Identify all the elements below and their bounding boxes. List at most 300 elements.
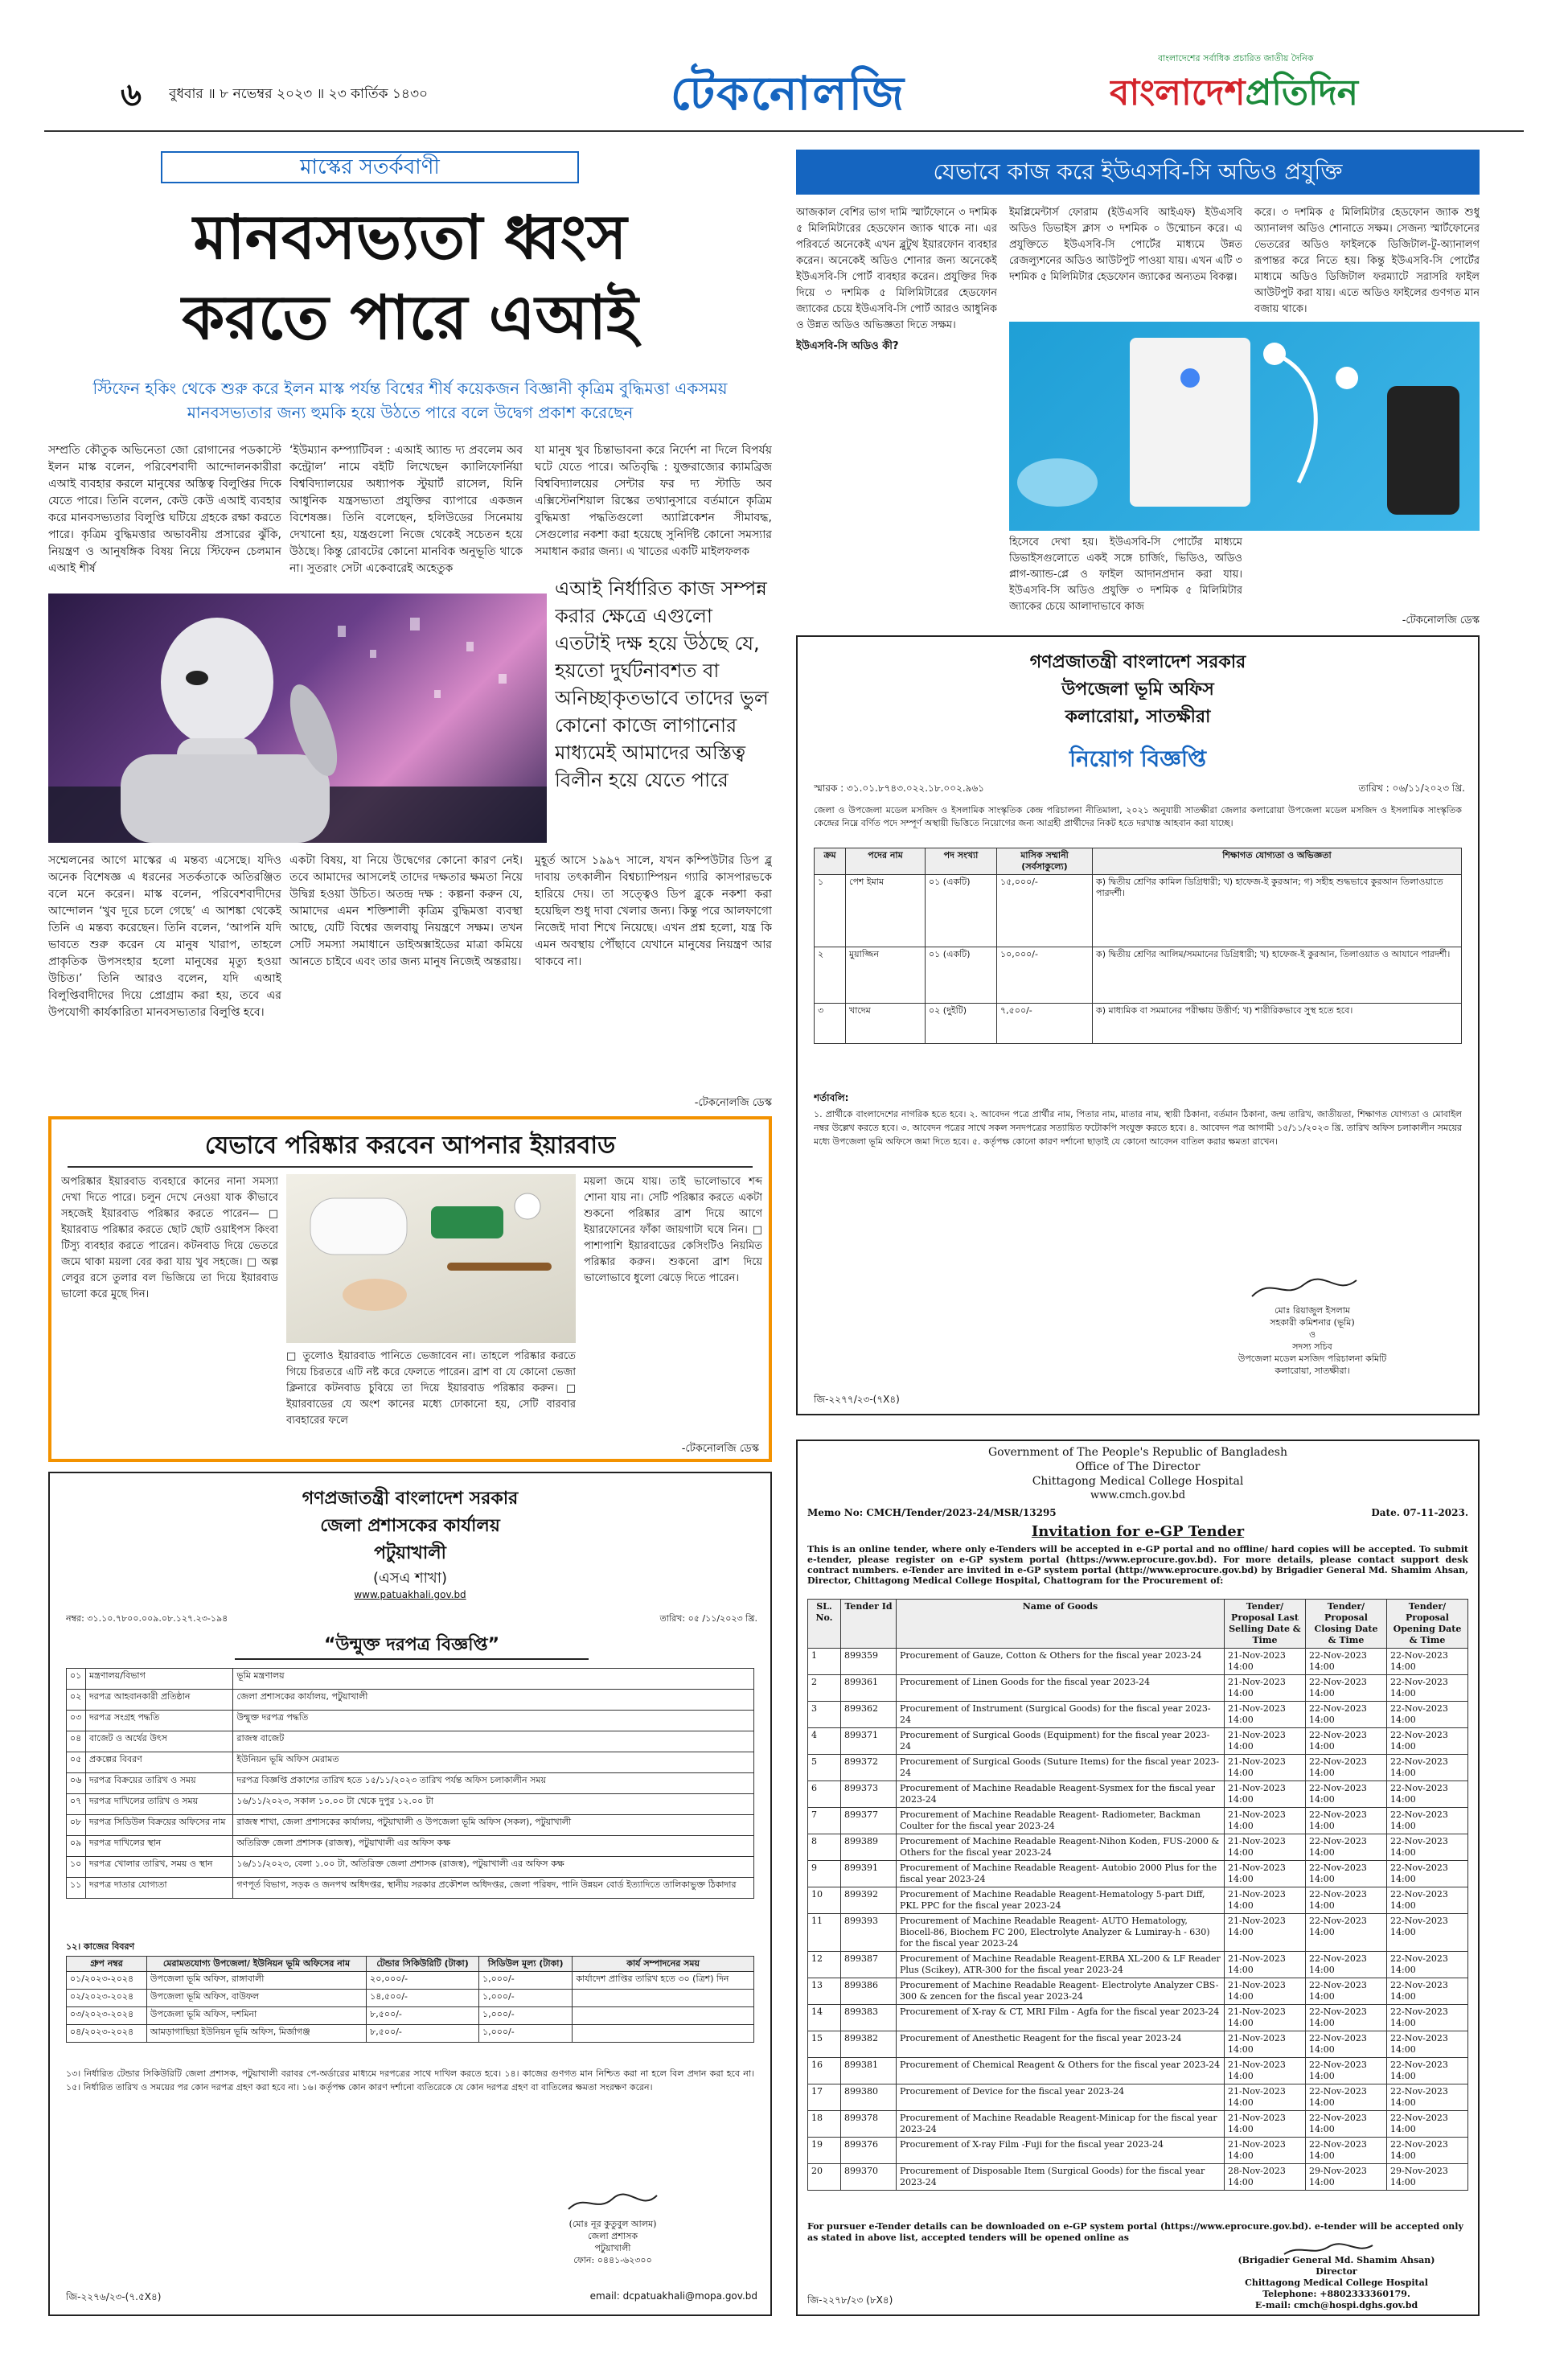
upazila-memo: স্মারক : ৩১.০১.৮৭৪৩.০২২.১৮.০০২.৯৬১ xyxy=(814,782,985,794)
table-row xyxy=(67,1773,754,1794)
ai-col-5: একটা বিষয়, যা নিয়ে উদ্বেগের কোনো কারণ নেই। তবে আমাদের আসলেই তাদের দক্ষতার ক্ষমতা নিয়ে উদ্বিগ্ন হওয়া উচিত। অতন্দ্র দক্ষ : কল্পনা করুন যে, আমাদের এমন শক্তিশালী কৃত্রিম বুদ্ধিমত্তা ব্যবস্থা আছে, যেটি বিশ্বের জলবায়ু নিয়ন্ত্রণে সক্ষম। তখন সেটি সমস্যা সমাধানে ডাইঅক্সাইডের মাত্রা কমিয়ে আনতে চাইবে এবং তার জন্য মানুষ নিজেই অন্তরায়। xyxy=(289,854,523,968)
usbc-col-3: হিসেবে দেখা হয়। ইউএসবি-সি পোর্টের মাধ্যমে ডিভাইসগুলোতে একই সঙ্গে চার্জিং, ভিডিও, অডিও প্লাগ-অ্যান্ড-প্লে ও ফাইল আদানপ্রদান করা যায়। ইউএসবি-সি অডিও প্রযুক্তি ৩ দশমিক ৫ মিলিমিটার জ্যাকের চেয়ে আলাদাভাবে কাজ xyxy=(1009,536,1242,613)
table-cell: 21-Nov-2023 14:00 xyxy=(1225,1808,1306,1834)
table-cell: 17 xyxy=(808,2084,841,2111)
table-row xyxy=(67,1815,754,1836)
table-cell xyxy=(573,2025,754,2043)
earbud-headline: যেভাবে পরিষ্কার করবেন আপনার ইয়ারবাড xyxy=(204,1132,616,1160)
table-cell: দরপত্র সিডিউল বিক্রয়ের অফিসের নাম xyxy=(85,1815,232,1836)
table-cell: Procurement of Machine Readable Reagent- AUTO Hematology, Biocell-86, Biochem FC 200, Electrolyte Analyzer & Lumiray-h - 630) for the fiscal year 2023-24 xyxy=(897,1914,1225,1952)
cmch-line3: Chittagong Medical College Hospital xyxy=(1032,1475,1244,1488)
table-cell: 899370 xyxy=(841,2164,897,2191)
table-cell: 1 xyxy=(808,1649,841,1675)
table-cell: 13 xyxy=(808,1978,841,2005)
patuakhali-work-title: ১২। কাজের বিবরণ xyxy=(66,1941,135,1952)
cmch-th: Tender/ Proposal Opening Date & Time xyxy=(1387,1600,1468,1649)
patuakhali-signature xyxy=(564,2189,661,2218)
table-cell: 21-Nov-2023 14:00 xyxy=(1225,1702,1306,1728)
table-row xyxy=(808,1952,1468,1978)
table-cell: 21-Nov-2023 14:00 xyxy=(1225,1781,1306,1808)
table-cell: 22-Nov-2023 14:00 xyxy=(1387,1649,1468,1675)
table-cell: 22-Nov-2023 14:00 xyxy=(1387,2084,1468,2111)
ai-col-6: মুহূর্ত আসে ১৯৯৭ সালে, যখন কম্পিউটার ডিপ ব্লু দাবায় তৎকালীন বিশ্বচ্যাম্পিয়ন গ্যারি কাসপারভকে হারিয়ে দেয়। তা সত্ত্বেও ডিপ ব্লুকে নকশা করা হয়েছিল শুধু দাবা খেলার জন্য। কিন্তু পরে আলফাগো নিজেই দাবা শিখে নিয়েছে। এখন প্রশ্ন হলো, যন্ত্র কি এমন অবস্থায় পৌঁছাবে যেখানে মানুষের নিয়ন্ত্রণ আর থাকবে না। xyxy=(535,854,772,968)
upazila-table xyxy=(814,848,1462,1089)
ai-col-3: যা মানুষ খুব চিন্তাভাবনা করে নির্দেশ না দিলে বিপর্যয় ঘটে যেতে পারে। অতিবৃদ্ধি : যুক্তরাজ্যের ক্যামব্রিজ বিশ্ববিদ্যালয়ের সেন্টার ফর দ্য স্টাডি অব এক্সিস্টেনশিয়াল রিস্কের তথ্যানুসারে বর্তমানে কৃত্রিম বুদ্ধিমত্তা পদ্ধতিগুলো অ্যাপ্লিকেশন সীমাবদ্ধ, সেগুলোর নকশা করা হয়েছে সুনির্দিষ্ট কোনো সমস্যার সমাধান করার জন্য। এ খাতের একটি মাইলফলক xyxy=(535,444,772,558)
table-cell: 14 xyxy=(808,2005,841,2031)
earbud-col-3: ময়লা জমে যায়। তাই ভালোভাবে শব্দ শোনা যায় না। সেটি পরিষ্কার করতে একটা শুকনো পরিষ্কার ব্রাশ দিয়ে আগে ইয়ারফোনের ফাঁকা জায়গাটা ঘষে নিন। □ পাশাপাশি ইয়ারবাডের কেসিংটিও নিয়মিত পরিষ্কার করুন। শুকনো ব্রাশ দিয়ে ভালোভাবে ধুলো ঝেড়ে দিতে পারেন। xyxy=(584,1176,762,1284)
usbc-col-1-text: আজকাল বেশির ভাগ দামি স্মার্টফোনে ৩ দশমিক ৫ মিলিমিটারের হেডফোন জ্যাক থাকে না। এর পরিবর্তে অনেকেই এখন ব্লুটুথ ইয়ারফোন ব্যবহার করেন। অনেকেই অডিও শোনার জন্য অনেকেই ইউএসবি-সি পোর্ট ব্যবহার করেন। প্রযুক্তির দিক দিয়ে ৩ দশমিক ৫ মিলিমিটারের হেডফোন জ্যাকের চেয়ে ইউএসবি-সি পোর্ট আরও আধুনিক ও উন্নত অডিও অভিজ্ঞতা দিতে সক্ষম। xyxy=(796,207,997,331)
table-row xyxy=(67,1836,754,1857)
table-row xyxy=(815,947,1462,1004)
table-cell: 22-Nov-2023 14:00 xyxy=(1387,1914,1468,1952)
cmch-line1: Government of The People's Republic of Bangladesh xyxy=(988,1446,1287,1459)
table-cell: ৭,৫০০/- xyxy=(997,1004,1093,1044)
table-cell: 22-Nov-2023 14:00 xyxy=(1387,2138,1468,2164)
earbud-box xyxy=(48,1116,772,1462)
table-cell: ৩ xyxy=(815,1004,846,1044)
masthead-rule xyxy=(44,130,1524,132)
table-cell: 29-Nov-2023 14:00 xyxy=(1387,2164,1468,2191)
table-cell: 22-Nov-2023 14:00 xyxy=(1306,2005,1387,2031)
table-cell: ১৫,০০০/- xyxy=(997,875,1093,947)
table-row xyxy=(808,2111,1468,2138)
table-cell: জেলা প্রশাসকের কার্যালয়, পটুয়াখালী xyxy=(233,1690,754,1711)
table-cell: উন্মুক্ত দরপত্র পদ্ধতি xyxy=(233,1711,754,1731)
table-cell: 21-Nov-2023 14:00 xyxy=(1225,1728,1306,1755)
table-cell: 899393 xyxy=(841,1914,897,1952)
table-cell: 22-Nov-2023 14:00 xyxy=(1306,2031,1387,2058)
table-cell: Procurement of Gauze, Cotton & Others for the fiscal year 2023-24 xyxy=(897,1649,1225,1675)
table-cell: 21-Nov-2023 14:00 xyxy=(1225,2058,1306,2084)
usbc-col-1 xyxy=(796,205,997,607)
work-th: টেন্ডার সিকিউরিটি (টাকা) xyxy=(367,1957,479,1972)
usbc-subhead: ইউএসবি-সি অডিও কী? xyxy=(796,340,899,352)
table-row xyxy=(67,2025,754,2043)
table-row xyxy=(808,1781,1468,1808)
table-cell: দরপত্র বিক্রয়ের তারিখ ও সময় xyxy=(85,1773,232,1794)
table-cell: 22-Nov-2023 14:00 xyxy=(1387,1728,1468,1755)
cmch-date: Date. 07-11-2023. xyxy=(1371,1507,1468,1518)
table-row xyxy=(808,1808,1468,1834)
table-cell: ০১ (একটি) xyxy=(926,947,997,1004)
table-cell: Procurement of X-ray Film -Fuji for the fiscal year 2023-24 xyxy=(897,2138,1225,2164)
table-cell: ২ xyxy=(815,947,846,1004)
table-cell: 899380 xyxy=(841,2084,897,2111)
table-cell: 6 xyxy=(808,1781,841,1808)
table-cell: মুয়াজ্জিন xyxy=(846,947,926,1004)
table-cell: 899362 xyxy=(841,1702,897,1728)
table-cell: Procurement of Instrument (Surgical Goods) for the fiscal year 2023-24 xyxy=(897,1702,1225,1728)
table-row xyxy=(808,1978,1468,2005)
table-row xyxy=(808,1702,1468,1728)
table-cell: 899372 xyxy=(841,1755,897,1781)
table-cell: 22-Nov-2023 14:00 xyxy=(1306,1834,1387,1861)
patuakhali-title: “উন্মুক্ত দরপত্র বিজ্ঞপ্তি” xyxy=(235,1631,589,1660)
table-row xyxy=(67,1878,754,1899)
table-row xyxy=(67,1857,754,1878)
table-cell: 22-Nov-2023 14:00 xyxy=(1306,1887,1387,1914)
table-cell: 21-Nov-2023 14:00 xyxy=(1225,1755,1306,1781)
table-cell: 21-Nov-2023 14:00 xyxy=(1225,1834,1306,1861)
table-row xyxy=(67,1731,754,1752)
table-cell: ০৯ xyxy=(67,1836,86,1857)
brand-logo-part1: বাংলাদেশ xyxy=(1110,72,1246,113)
table-row xyxy=(67,2007,754,2025)
cmch-line2: Office of The Director xyxy=(1075,1460,1201,1473)
upazila-th: মাসিক সম্মানী (সর্বসাকুল্যে) xyxy=(997,848,1093,875)
table-cell: ০৩ xyxy=(67,1711,86,1731)
ai-credit: -টেকনোলজি ডেস্ক xyxy=(694,1097,772,1109)
signature-mark xyxy=(564,2189,661,2218)
table-row xyxy=(808,2058,1468,2084)
notice-upazila xyxy=(796,635,1480,1415)
table-cell: 899376 xyxy=(841,2138,897,2164)
table-cell: বাজেট ও অর্থের উৎস xyxy=(85,1731,232,1752)
patuakhali-code: জি-২২৭৬/২৩-(৭.৫X৪) xyxy=(66,2291,162,2302)
table-cell: গণপূর্ত বিভাগ, সড়ক ও জনপথ অধিদপ্তর, স্থানীয় সরকার প্রকৌশল অধিদপ্তর, জেলা পরিষদ, পানি উন্নয়ন বোর্ড ইত্যাদিতে তালিকাভুক্ত ঠিকাদার xyxy=(233,1878,754,1899)
table-cell: 21-Nov-2023 14:00 xyxy=(1225,2031,1306,2058)
cmch-th: Tender Id xyxy=(841,1600,897,1649)
usbc-col-2: ইমপ্লিমেন্টার্স ফোরাম (ইউএসবি আইএফ) ইউএসবি অডিও ডিভাইস ক্লাস ৩ দশমিক ০ উন্মোচন করে। এ প্রযুক্তিতে ইউএসবি-সি পোর্টের মাধ্যমে উন্নত রেজল্যুশনের অডিও আউটপুট পাওয়া যায়। এখন এটি ৩ দশমিক ৫ মিলিমিটার হেডফোন জ্যাকের অন্যতম বিকল্প। xyxy=(1009,207,1242,283)
table-cell: 22-Nov-2023 14:00 xyxy=(1387,1781,1468,1808)
table-cell: 899371 xyxy=(841,1728,897,1755)
table-cell: উপজেলা ভূমি অফিস, বাউফল xyxy=(146,1990,366,2007)
cmch-th: Tender/ Proposal Last Selling Date & Time xyxy=(1225,1600,1306,1649)
table-cell: 22-Nov-2023 14:00 xyxy=(1306,2058,1387,2084)
work-th: কার্য সম্পাদনের সময় xyxy=(573,1957,754,1972)
table-row xyxy=(808,1914,1468,1952)
issue-date: বুধবার ॥ ৮ নভেম্বর ২০২৩ ॥ ২৩ কার্তিক ১৪৩০ xyxy=(169,86,429,102)
table-cell: 22-Nov-2023 14:00 xyxy=(1387,1834,1468,1861)
earbud-col-2: □ তুলোও ইয়ারবাড পানিতে ভেজাবেন না। তাহলে পরিষ্কার করতে গিয়ে চিরতরে এটি নষ্ট করে ফেলতে পারেন। ব্রাশ বা যে কোনো ভেজা ক্লিনারে কটনবাড চুবিয়ে তা দিয়ে ইয়ারবাড পরিষ্কার করুন। □ ইয়ারবাডের যে অংশ কানের মধ্যে ঢোকানো হয়, সেটি বারবার ব্যবহারের ফলে xyxy=(286,1350,576,1427)
table-cell: ১,০০০/- xyxy=(478,2007,572,2025)
table-row xyxy=(808,2005,1468,2031)
table-row xyxy=(67,1990,754,2007)
table-cell: 899373 xyxy=(841,1781,897,1808)
table-cell: Procurement of X-ray & CT, MRI Film - Agfa for the fiscal year 2023-24 xyxy=(897,2005,1225,2031)
table-cell: ১৪,৫০০/- xyxy=(367,1990,479,2007)
table-cell: 22-Nov-2023 14:00 xyxy=(1387,1952,1468,1978)
table-cell: Procurement of Chemical Reagent & Others for the fiscal year 2023-24 xyxy=(897,2058,1225,2084)
upazila-office: উপজেলা ভূমি অফিস xyxy=(1061,680,1214,700)
table-cell: আমড়াগাছিয়া ইউনিয়ন ভূমি অফিস, মির্জাগঞ্জ xyxy=(146,2025,366,2043)
table-cell: 15 xyxy=(808,2031,841,2058)
table-row xyxy=(815,1004,1462,1044)
table-cell: ০৬ xyxy=(67,1773,86,1794)
table-cell: রাজস্ব বাজেট xyxy=(233,1731,754,1752)
table-cell: ১,০০০/- xyxy=(478,2025,572,2043)
table-cell: 22-Nov-2023 14:00 xyxy=(1306,2111,1387,2138)
table-cell: 22-Nov-2023 14:00 xyxy=(1306,1914,1387,1952)
table-row xyxy=(808,2031,1468,2058)
table-cell: 899392 xyxy=(841,1887,897,1914)
upazila-th: শিক্ষাগত যোগ্যতা ও অভিজ্ঞতা xyxy=(1093,848,1462,875)
table-cell: ০৩/২০২৩-২০২৪ xyxy=(67,2007,147,2025)
table-cell: খাদেম xyxy=(846,1004,926,1044)
table-cell: ০১ xyxy=(67,1669,86,1690)
upazila-signer: মোঃ রিয়াজুল ইসলাম সহকারী কমিশনার (ভূমি) ও সদস্য সচিব উপজেলা মডেল মসজিদ পরিচালনা কমিটি কলারোয়া, সাতক্ষীরা। xyxy=(1238,1305,1387,1376)
table-cell: 22-Nov-2023 14:00 xyxy=(1387,2058,1468,2084)
table-cell: প্রকল্পের বিবরণ xyxy=(85,1752,232,1773)
table-cell: 3 xyxy=(808,1702,841,1728)
table-cell: 11 xyxy=(808,1914,841,1952)
earbud-col-1: অপরিষ্কার ইয়ারবাড ব্যবহারে কানের নানা সমস্যা দেখা দিতে পারে। চলুন দেখে নেওয়া যাক কীভাবে সহজেই ইয়ারবাড পরিষ্কার করতে পারেন— □ ইয়ারবাড পরিষ্কার করতে ছোট ছোট ওয়াইপস কিংবা টিস্যু ব্যবহার করতে পারেন। কটনবাড দিয়ে ভেতরে জমে থাকা ময়লা বের করা যায় খুব সহজে। □ অল্প লেবুর রসে তুলার বল ভিজিয়ে তা দিয়ে ইয়ারবাড ভালো করে মুছে দিন। xyxy=(61,1176,278,1300)
table-row xyxy=(67,1711,754,1731)
section-title: টেকনোলজি xyxy=(670,66,906,121)
table-cell: ক) মাধ্যমিক বা সমমানের পরীক্ষায় উত্তীর্ণ; খ) শারীরিকভাবে সুস্থ হতে হবে। xyxy=(1093,1004,1462,1044)
work-th: সিডিউল মূল্য (টাকা) xyxy=(478,1957,572,1972)
table-cell: 21-Nov-2023 14:00 xyxy=(1225,2005,1306,2031)
table-cell: 21-Nov-2023 14:00 xyxy=(1225,2111,1306,2138)
table-cell: 22-Nov-2023 14:00 xyxy=(1306,1861,1387,1887)
table-cell: দরপত্র খোলার তারিখ, সময় ও স্থান xyxy=(85,1857,232,1878)
table-row xyxy=(67,1669,754,1690)
table-row xyxy=(67,1752,754,1773)
table-cell: 21-Nov-2023 14:00 xyxy=(1225,1978,1306,2005)
table-cell: দরপত্র বিজ্ঞপ্তি প্রকাশের তারিখ হতে ১৫/১১/২০২৩ তারিখ পর্যন্ত অফিস চলাকালীন সময় xyxy=(233,1773,754,1794)
ai-headline xyxy=(48,197,772,366)
table-row xyxy=(815,875,1462,947)
ai-headline-line1: মানবসভ্যতা ধ্বংস xyxy=(193,201,627,273)
table-cell: 22-Nov-2023 14:00 xyxy=(1306,1649,1387,1675)
table-cell: ইউনিয়ন ভূমি অফিস মেরামত xyxy=(233,1752,754,1773)
table-cell: Procurement of Machine Readable Reagent-Nihon Koden, FUS-2000 & Others for the fiscal year 2023-24 xyxy=(897,1834,1225,1861)
table-cell: Procurement of Disposable Item (Surgical Goods) for the fiscal year 2023-24 xyxy=(897,2164,1225,2191)
table-cell: ক) দ্বিতীয় শ্রেণির আলিম/সমমানের ডিগ্রিধারী; খ) হাফেজ-ই কুরআন, তিলাওয়াত ও আযানে পারদর্শী। xyxy=(1093,947,1462,1004)
table-cell: 899391 xyxy=(841,1861,897,1887)
table-cell xyxy=(573,1990,754,2007)
table-cell: 899382 xyxy=(841,2031,897,2058)
table-row xyxy=(67,1690,754,1711)
upazila-code: জি-২২৭৭/২৩-(৭X৪) xyxy=(814,1394,900,1405)
patuakhali-place: পটুয়াখালী xyxy=(374,1543,446,1563)
table-cell: 22-Nov-2023 14:00 xyxy=(1306,1978,1387,2005)
table-cell: 899378 xyxy=(841,2111,897,2138)
table-cell: 5 xyxy=(808,1755,841,1781)
cmch-table xyxy=(807,1599,1468,2218)
notice-cmch xyxy=(796,1440,1480,2316)
patuakhali-work-table xyxy=(66,1956,754,2060)
table-cell: কার্যাদেশ প্রাপ্তির তারিখ হতে ৩০ (ত্রিশ) দিন xyxy=(573,1972,754,1990)
table-cell: 19 xyxy=(808,2138,841,2164)
page-number: ৬ xyxy=(121,76,142,113)
robot-illustration xyxy=(48,594,547,843)
table-row xyxy=(808,1649,1468,1675)
table-cell: রাজস্ব শাখা, জেলা প্রশাসকের কার্যালয়, পটুয়াখালী ও উপজেলা ভূমি অফিস (সকল), পটুয়াখালী xyxy=(233,1815,754,1836)
work-th: মেরামতযোগ্য উপজেলা/ ইউনিয়ন ভূমি অফিসের নাম xyxy=(146,1957,366,1972)
table-cell: 22-Nov-2023 14:00 xyxy=(1306,1702,1387,1728)
table-cell: 2 xyxy=(808,1675,841,1702)
table-cell: ১৬/১১/২০২৩, বেলা ১.০০ টা, অতিরিক্ত জেলা প্রশাসক (রাজস্ব), পটুয়াখালী এর অফিস কক্ষ xyxy=(233,1857,754,1878)
table-cell: উপজেলা ভূমি অফিস, রাঙ্গাবালী xyxy=(146,1972,366,1990)
cmch-th: Name of Goods xyxy=(897,1600,1225,1649)
table-cell: 16 xyxy=(808,2058,841,2084)
table-cell: 22-Nov-2023 14:00 xyxy=(1306,1781,1387,1808)
table-cell: পেশ ইমাম xyxy=(846,875,926,947)
table-cell: মন্ত্রণালয়/বিভাগ xyxy=(85,1669,232,1690)
table-cell: 22-Nov-2023 14:00 xyxy=(1387,1675,1468,1702)
table-cell: 22-Nov-2023 14:00 xyxy=(1387,1702,1468,1728)
table-cell: 22-Nov-2023 14:00 xyxy=(1387,1861,1468,1887)
table-cell: 22-Nov-2023 14:00 xyxy=(1387,1808,1468,1834)
table-cell: দরপত্র দাখিলের স্থান xyxy=(85,1836,232,1857)
table-cell: 21-Nov-2023 14:00 xyxy=(1225,2138,1306,2164)
table-row xyxy=(808,1887,1468,1914)
work-th: গ্রুপ নম্বর xyxy=(67,1957,147,1972)
table-cell: 899359 xyxy=(841,1649,897,1675)
usbc-illustration xyxy=(1009,322,1480,531)
upazila-gov: গণপ্রজাতন্ত্রী বাংলাদেশ সরকার xyxy=(1029,652,1246,672)
upazila-th: পদের নাম xyxy=(846,848,926,875)
table-cell: 29-Nov-2023 14:00 xyxy=(1306,2164,1387,2191)
brand-logo xyxy=(1110,66,1496,122)
patuakhali-branch: (এসএ শাখা) xyxy=(373,1570,447,1587)
table-cell: ০২ xyxy=(67,1690,86,1711)
table-cell: 21-Nov-2023 14:00 xyxy=(1225,1914,1306,1952)
table-cell: Procurement of Machine Readable Reagent- Electrolyte Analyzer CBS-300 & zencen for the fiscal year 2023-24 xyxy=(897,1978,1225,2005)
upazila-th: পদ সংখ্যা xyxy=(926,848,997,875)
table-cell: ভূমি মন্ত্রণালয় xyxy=(233,1669,754,1690)
patuakhali-web: www.patuakhali.gov.bd xyxy=(354,1589,466,1600)
patuakhali-signer: (মোঃ নূর কুতুবুল আলম) জেলা প্রশাসক পটুয়াখালী ফোন: ০৪৪১-৬২৩০০ xyxy=(569,2219,657,2265)
table-cell: 8 xyxy=(808,1834,841,1861)
ai-col-2: ‘ইউম্যান কম্প্যাটিবল : এআই অ্যান্ড দ্য প্রবলেম অব কন্ট্রোল’ নামে বইটি লিখেছেন ক্যালিফোর্নিয়া বিশ্ববিদ্যালয়ের অধ্যাপক স্টুয়ার্ট রাসেল, যিনি আধুনিক যন্ত্রসভ্যতা প্রযুক্তির ব্যাপারে একজন বিশেষজ্ঞ। তিনি বলেছেন, হলিউডের সিনেমায় দেখানো হয়, যন্ত্রগুলো নিজে থেকেই সচেতন হয়ে উঠছে। কিন্তু রোবটের কোনো মানবিক অনুভূতি থাকে না। সুতরাং সেটা একেবারেই অহেতুক xyxy=(289,444,523,575)
table-cell: 22-Nov-2023 14:00 xyxy=(1387,2005,1468,2031)
table-cell: 899386 xyxy=(841,1978,897,2005)
table-row xyxy=(67,1972,754,1990)
earbud-illustration xyxy=(286,1174,576,1343)
table-cell: ০৭ xyxy=(67,1794,86,1815)
usbc-headline: যেভাবে কাজ করে ইউএসবি-সি অডিও প্রযুক্তি xyxy=(796,150,1480,195)
table-cell: Procurement of Machine Readable Reagent-Hematology 5-part Diff, PKL PPC for the fiscal year 2023-24 xyxy=(897,1887,1225,1914)
table-cell: 22-Nov-2023 14:00 xyxy=(1306,1728,1387,1755)
table-cell: 18 xyxy=(808,2111,841,2138)
table-row xyxy=(808,2084,1468,2111)
table-cell: ০৪/২০২৩-২০২৪ xyxy=(67,2025,147,2043)
table-cell: Procurement of Machine Readable Reagent-Sysmex for the fiscal year 2023-24 xyxy=(897,1781,1225,1808)
table-cell: 899383 xyxy=(841,2005,897,2031)
table-row xyxy=(808,1675,1468,1702)
usbc-credit: -টেকনোলজি ডেস্ক xyxy=(1402,614,1480,626)
cmch-title: Invitation for e-GP Tender xyxy=(1031,1523,1245,1540)
table-cell: 22-Nov-2023 14:00 xyxy=(1306,1675,1387,1702)
table-cell: 22-Nov-2023 14:00 xyxy=(1387,1755,1468,1781)
patuakhali-gov: গণপ্রজাতন্ত্রী বাংলাদেশ সরকার xyxy=(302,1489,519,1509)
table-cell: 20 xyxy=(808,2164,841,2191)
upazila-conditions: ১. প্রার্থীকে বাংলাদেশের নাগরিক হতে হবে। ২. আবেদন পত্রে প্রার্থীর নাম, পিতার নাম, মাতার নাম, স্থায়ী ঠিকানা, বর্তমান ঠিকানা, জন্ম তারিখ, জাতীয়তা, শিক্ষাগত যোগ্যতা ও মোবাইল নম্বর উল্লেখ করতে হবে। ৩. আবেদন পত্রের সাথে সকল সনদপত্রের সত্যায়িত ফটোকপি সংযুক্ত করতে হবে। ৪. আবেদন পত্র আগামী ১৫/১১/২০২৩ খ্রি. তারিখ অফিস চলাকালীন সময়ের মধ্যে উপজেলা ভূমি অফিসে জমা দিতে হবে। ৫. কর্তৃপক্ষ কোনো কারণ দর্শানো ছাড়াই যে কোনো আবেদন বাতিল করার ক্ষমতা রাখেন। xyxy=(814,1109,1462,1147)
upazila-intro: জেলা ও উপজেলা মডেল মসজিদ ও ইসলামিক সাংস্কৃতিক কেন্দ্র পরিচালনা নীতিমালা, ২০২১ অনুযায়ী সাতক্ষীরা জেলার কলারোয়া উপজেলা মডেল মসজিদ ও ইসলামিক সাংস্কৃতিক কেন্দ্রের নিম্নে বর্ণিত পদে সম্পূর্ণ অস্থায়ী ভিত্তিতে নিয়োগের জন্য আগ্রহী প্রার্থীদের নিকট হতে দরখাস্ত আহবান করা যাচ্ছে। xyxy=(814,805,1462,828)
ai-kicker: মাস্কের সতর্কবাণী xyxy=(161,151,579,183)
cmch-intro: This is an online tender, where only e-Tenders will be accepted in e-GP portal and no offline/ hard copies will be accepted. To submit e-tender, please register on e-GP system portal (https://www.eprocure.gov.bd). For more details, please contact support desk contract numbers. e-Tender are invited in e-GP system portal (http://www.eprocure.gov.bd) by Brigadier General Md. Shamim Ahsan, Director, Chittagong Medical College Hospital, Chattogram for the Procurement of: xyxy=(807,1544,1468,1586)
cmch-memo: Memo No: CMCH/Tender/2023-24/MSR/13295 xyxy=(807,1507,1057,1518)
table-cell: ০২ (দুইটি) xyxy=(926,1004,997,1044)
upazila-conditions-title: শর্তাবলি: xyxy=(814,1092,849,1103)
table-cell: দরপত্র সংগ্রহ পদ্ধতি xyxy=(85,1711,232,1731)
cmch-code: জি-২২৭৮/২৩ (৮X৪) xyxy=(807,2294,893,2306)
earbud-image xyxy=(286,1174,576,1343)
table-cell: 9 xyxy=(808,1861,841,1887)
table-cell: 21-Nov-2023 14:00 xyxy=(1225,2084,1306,2111)
table-cell: 22-Nov-2023 14:00 xyxy=(1306,1952,1387,1978)
cmch-th: Tender/ Proposal Closing Date & Time xyxy=(1306,1600,1387,1649)
earbud-credit: -টেকনোলজি ডেস্ক xyxy=(681,1443,759,1455)
table-cell: 899381 xyxy=(841,2058,897,2084)
table-cell: ০১ (একটি) xyxy=(926,875,997,947)
usbc-image xyxy=(1009,322,1480,531)
table-cell: ৮,৫০০/- xyxy=(367,2025,479,2043)
table-cell: 10 xyxy=(808,1887,841,1914)
table-cell: Procurement of Anesthetic Reagent for the fiscal year 2023-24 xyxy=(897,2031,1225,2058)
table-cell: 22-Nov-2023 14:00 xyxy=(1387,2031,1468,2058)
table-row xyxy=(808,1861,1468,1887)
table-cell: ০১/২০২৩-২০২৪ xyxy=(67,1972,147,1990)
earbud-headline-rule xyxy=(68,1166,753,1168)
table-cell: 22-Nov-2023 14:00 xyxy=(1387,2111,1468,2138)
table-cell: 22-Nov-2023 14:00 xyxy=(1306,2138,1387,2164)
table-cell: দরপত্র আহবানকারী প্রতিষ্ঠান xyxy=(85,1690,232,1711)
table-row xyxy=(808,1728,1468,1755)
table-cell: 21-Nov-2023 14:00 xyxy=(1225,1861,1306,1887)
table-cell: ১ xyxy=(815,875,846,947)
table-cell: Procurement of Linen Goods for the fiscal year 2023-24 xyxy=(897,1675,1225,1702)
table-cell: 22-Nov-2023 14:00 xyxy=(1306,2084,1387,2111)
upazila-signature xyxy=(1248,1272,1361,1304)
table-cell: ০২/২০২৩-২০২৪ xyxy=(67,1990,147,2007)
ai-pull-quote: এআই নির্ধারিত কাজ সম্পন্ন করার ক্ষেত্রে এগুলো এতটাই দক্ষ হয়ে উঠছে যে, হয়তো দুর্ঘটনাবশত বা অনিচ্ছাকৃতভাবে তাদের ভুল কোনো কাজে লাগানোর মাধ্যমেই আমাদের অস্তিত্ব বিলীন হয়ে যেতে পারে xyxy=(555,577,769,791)
notice-patuakhali xyxy=(48,1472,772,2316)
table-cell: 22-Nov-2023 14:00 xyxy=(1387,1887,1468,1914)
patuakhali-email: email: dcpatuakhali@mopa.gov.bd xyxy=(589,2290,757,2302)
table-row xyxy=(808,2164,1468,2191)
usbc-col-4: করে। ৩ দশমিক ৫ মিলিমিটার হেডফোন জ্যাক শুধু অ্যানালগ অডিও শোনাতে সক্ষম। সেজন্য স্মার্টফোনের ভেতরের অডিও ফাইলকে ডিজিটাল-টু-অ্যানালগ রূপান্তর করে নিতে হয়। কিন্তু ইউএসবি-সি পোর্টের মাধ্যমে অডিও ডিজিটাল ফরম্যাটে সরাসরি ফাইল আউটপুট করা যায়। এতে অডিও ফাইলের গুণগত মান বজায় থাকে। xyxy=(1254,207,1480,315)
patuakhali-date: তারিখ: ০৫ /১১/২০২৩ খ্রি. xyxy=(659,1613,757,1624)
table-cell: Procurement of Machine Readable Reagent- Autobio 2000 Plus for the fiscal year 2023-24 xyxy=(897,1861,1225,1887)
table-row xyxy=(808,1834,1468,1861)
ai-col-4: সম্মেলনের আগে মাস্কের এ মন্তব্য এসেছে। যদিও অনেক বিশেষজ্ঞ এ ধরনের সতর্কতাকে অতিরঞ্জিত বলে মনে করেন। মাস্ক বলেন, পরিবেশবাদীদের আন্দোলন ‘খুব দূরে চলে গেছে’ এ আশঙ্কা থেকেই তিনি এ মন্তব্য করেছেন। তিনি বলেন, ‘আপনি যদি ভাবতে শুরু করেন যে মানুষ খারাপ, তাহলে প্রাকৃতিক উপসংহার হলো মানুষের মৃত্যু হওয়া উচিত।’ তিনি আরও বলেন, যদি এআই বিলুপ্তিবাদীদের দিয়ে প্রোগ্রাম করা হয়, তবে এর উপযোগী কার্যকারিতা মানবসভ্যতার বিলুপ্তি হবে। xyxy=(48,854,281,1019)
table-cell: অতিরিক্ত জেলা প্রশাসক (রাজস্ব), পটুয়াখালী এর অফিস কক্ষ xyxy=(233,1836,754,1857)
robot-image xyxy=(48,594,547,843)
table-cell: ০৪ xyxy=(67,1731,86,1752)
upazila-title: নিয়োগ বিজ্ঞপ্তি xyxy=(1069,745,1207,772)
table-cell xyxy=(573,2007,754,2025)
table-cell: ০৫ xyxy=(67,1752,86,1773)
table-cell: 899387 xyxy=(841,1952,897,1978)
table-cell: ক) দ্বিতীয় শ্রেণির কামিল ডিগ্রিধারী; খ) হাফেজ-ই কুরআন; গ) সহীহ শুদ্ধভাবে কুরআন তিলাওয়াতে পারদর্শী। xyxy=(1093,875,1462,947)
table-cell: ১,০০০/- xyxy=(478,1990,572,2007)
table-cell: Procurement of Machine Readable Reagent-ERBA XL-200 & LF Reader Plus (Scikey), ATR-300 for the fiscal year 2023-24 xyxy=(897,1952,1225,1978)
cmch-line4: www.cmch.gov.bd xyxy=(1090,1489,1186,1501)
cmch-th: SL. No. xyxy=(808,1600,841,1649)
patuakhali-table xyxy=(66,1668,754,1933)
table-cell: দরপত্র দাতার যোগ্যতা xyxy=(85,1878,232,1899)
cmch-signer: (Brigadier General Md. Shamim Ahsan) Director Chittagong Medical College Hospital Telephone: +8802333360179. E-mail: cmch@hospi.dghs.gov.bd xyxy=(1238,2255,1435,2310)
patuakhali-terms: ১৩। নির্ধারিত টেন্ডার সিকিউরিটি জেলা প্রশাসক, পটুয়াখালী বরাবর পে-অর্ডারের মাধ্যমে দরপত্রের সাথে দাখিল করতে হবে। ১৪। কাজের গুণগত মান নিশ্চিত করা না হলে বিল প্রদান করা হবে না। ১৫। নির্ধারিত তারিখ ও সময়ের পর কোন দরপত্র গ্রহণ করা হবে না। ১৬। কর্তৃপক্ষ কোন কারণ দর্শানো ব্যতিরেকে যে কোন দরপত্র গ্রহণ বা বাতিলের ক্ষমতা সংরক্ষণ করেন। xyxy=(66,2068,754,2093)
table-cell: 12 xyxy=(808,1952,841,1978)
table-cell: ১১ xyxy=(67,1878,86,1899)
brand-logo-part2: প্রতিদিন xyxy=(1245,72,1358,113)
table-row xyxy=(808,2138,1468,2164)
upazila-place: কলারোয়া, সাতক্ষীরা xyxy=(1065,707,1211,727)
table-row xyxy=(808,1755,1468,1781)
ai-col-1: সম্প্রতি কৌতুক অভিনেতা জো রোগানের পডকাস্টে ইলন মাস্ক বলেন, পরিবেশবাদী আন্দোলনকারীরা এআই ব্যবহার করলে মানুষের অস্তিত্ব বিলুপ্তির দিকে যেতে পারে। তিনি বলেন, কেউ কেউ এআই ব্যবহার করে মানবসভ্যতার বিলুপ্তি ঘটিয়ে গ্রহকে রক্ষা করতে পারে। কৃত্রিম বুদ্ধিমত্তার অভাবনীয় প্রসারের ঝুঁকি, নিয়ন্ত্রণ ও আনুষঙ্গিক বিষয় নিয়ে স্টিফেন চেলমান এআই শীর্ষ xyxy=(48,444,281,575)
table-cell: ২০,০০০/- xyxy=(367,1972,479,1990)
table-cell: ১০,০০০/- xyxy=(997,947,1093,1004)
table-cell: Procurement of Machine Readable Reagent-Minicap for the fiscal year 2023-24 xyxy=(897,2111,1225,2138)
table-cell: 899389 xyxy=(841,1834,897,1861)
table-cell: 21-Nov-2023 14:00 xyxy=(1225,1649,1306,1675)
signature-mark xyxy=(1248,1272,1361,1304)
table-cell: 22-Nov-2023 14:00 xyxy=(1306,1755,1387,1781)
